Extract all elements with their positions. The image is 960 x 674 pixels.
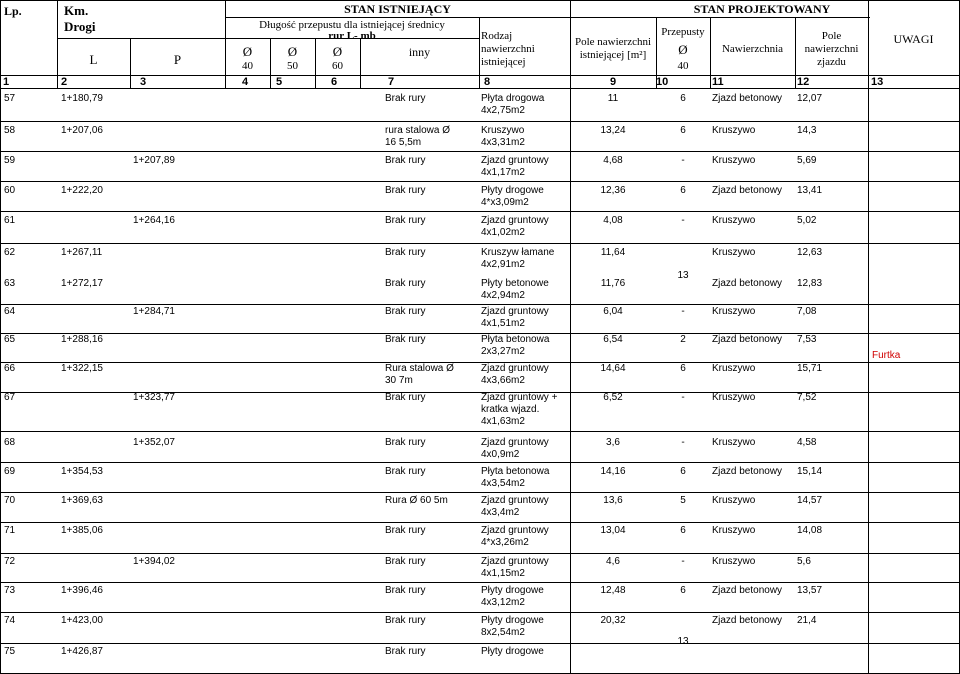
row-przepusty: 6	[680, 125, 686, 136]
colnum-1: 1	[3, 76, 10, 88]
row-przepust-istniejacy: Brak rury	[385, 155, 426, 166]
row-pole-zjazdu: 14,3	[797, 125, 817, 136]
row-przepusty: -	[681, 215, 685, 226]
row-pole-istniejacej: 12,48	[600, 585, 626, 596]
row-rodzaj-nawierzchni-3: 4x1,63m2	[481, 416, 525, 427]
row-przepust-istniejacy: Rura stalowa Ø	[385, 363, 454, 374]
row-pole-zjazdu: 14,08	[797, 525, 823, 536]
row-separator	[0, 522, 960, 523]
row-lp: 62	[4, 247, 16, 258]
row-lp: 72	[4, 556, 16, 567]
body-vline	[868, 88, 869, 673]
colnum-3: 3	[140, 76, 147, 88]
row-pole-istniejacej: 11	[607, 93, 619, 104]
row-nawierzchnia: Kruszywo	[712, 247, 756, 258]
row-km: 1+394,02	[133, 556, 175, 567]
row-separator	[0, 181, 960, 182]
row-przepust-istniejacy: Brak rury	[385, 615, 426, 626]
row-nawierzchnia: Zjazd betonowy	[712, 185, 783, 196]
row-km: 1+288,16	[61, 334, 103, 345]
header-rodzaj: Rodzaj	[481, 30, 513, 42]
colnum-2: 2	[61, 76, 68, 88]
row-lp: 69	[4, 466, 16, 477]
row-lp: 63	[4, 278, 16, 289]
row-lp: 67	[4, 392, 16, 403]
row-rodzaj-nawierzchni-2: 4x1,15m2	[481, 568, 525, 579]
row-przepust-istniejacy: Brak rury	[385, 437, 426, 448]
row-pole-istniejacej: 13,24	[600, 125, 626, 136]
header-dlugosc: Długość przepustu dla istniejącej średnicy	[259, 19, 445, 31]
row-przepusty: -	[681, 437, 685, 448]
row-przepusty: 6	[680, 185, 686, 196]
header-rur-l-mb: rur L- mb	[328, 30, 376, 42]
row-km: 1+369,63	[61, 495, 103, 506]
row-separator	[0, 243, 960, 244]
row-pole-istniejacej: 13,6	[603, 495, 623, 506]
header-d60-sym: Ø	[332, 44, 343, 59]
row-przepust-istniejacy: Brak rury	[385, 247, 426, 258]
header-d60: 60	[332, 60, 343, 72]
row-km: 1+180,79	[61, 93, 103, 104]
row-nawierzchnia: Kruszywo	[712, 155, 756, 166]
row-rodzaj-nawierzchni: Płyty drogowe	[481, 615, 544, 626]
row-pole-istniejacej: 4,08	[603, 215, 623, 226]
row-pole-zjazdu: 15,14	[797, 466, 823, 477]
row-separator	[0, 151, 960, 152]
row-przepusty: 6	[680, 363, 686, 374]
colnum-7: 7	[388, 76, 395, 88]
header-rodzaj-nawierzchni: nawierzchni	[481, 43, 535, 55]
colnum-12: 12	[797, 76, 810, 88]
row-nawierzchnia: Zjazd betonowy	[712, 278, 783, 289]
row-rodzaj-nawierzchni: Płyta drogowa	[481, 93, 545, 104]
row-lp: 73	[4, 585, 16, 596]
row-pole-istniejacej: 4,68	[603, 155, 623, 166]
header-przep-40: 40	[677, 60, 689, 72]
row-przepust-istniejacy-2: 30 7m	[385, 375, 413, 386]
header-stan-projektowany: STAN PROJEKTOWANY	[693, 2, 831, 16]
row-pole-istniejacej: 14,64	[600, 363, 626, 374]
row-rodzaj-nawierzchni-2: 4x3,66m2	[481, 375, 525, 386]
row-km: 1+322,15	[61, 363, 103, 374]
row-lp: 66	[4, 363, 16, 374]
header-inny: inny	[408, 45, 431, 59]
row-nawierzchnia: Zjazd betonowy	[712, 334, 783, 345]
row-przepust-istniejacy: Brak rury	[385, 215, 426, 226]
border-top	[0, 0, 960, 1]
row-km: 1+323,77	[133, 392, 175, 403]
row-rodzaj-nawierzchni: Zjazd gruntowy	[481, 556, 549, 567]
row-rodzaj-nawierzchni-2: 4x3,54m2	[481, 478, 525, 489]
row-pole-istniejacej: 6,54	[603, 334, 623, 345]
row-rodzaj-nawierzchni-2: 4x2,75m2	[481, 105, 525, 116]
header-uwagi: UWAGI	[893, 32, 934, 46]
row-pole-istniejacej: 6,04	[603, 306, 623, 317]
row-nawierzchnia: Kruszywo	[712, 363, 756, 374]
row-przepust-istniejacy: Brak rury	[385, 646, 426, 657]
colnum-8: 8	[484, 76, 491, 88]
row-rodzaj-nawierzchni: Zjazd gruntowy	[481, 525, 549, 536]
row-rodzaj-nawierzchni: Zjazd gruntowy	[481, 155, 549, 166]
header-pole-zj: Pole	[821, 30, 842, 42]
row-pole-zjazdu: 13,41	[797, 185, 823, 196]
row-lp: 59	[4, 155, 16, 166]
header-col-p: P	[173, 52, 182, 67]
header-rodzaj-istniejacej: istniejącej	[481, 56, 526, 68]
row-rodzaj-nawierzchni-2: 4x0,9m2	[481, 449, 520, 460]
row-pole-zjazdu: 15,71	[797, 363, 823, 374]
row-rodzaj-nawierzchni-2: 4*x3,09m2	[481, 197, 529, 208]
row-pole-istniejacej: 6,52	[603, 392, 623, 403]
colnum-10: 10	[656, 76, 669, 88]
row-nawierzchnia: Zjazd betonowy	[712, 93, 783, 104]
row-lp: 70	[4, 495, 16, 506]
row-nawierzchnia: Zjazd betonowy	[712, 466, 783, 477]
header-pole-zj-naw: nawierzchni	[804, 43, 859, 55]
row-pole-istniejacej: 13,04	[600, 525, 626, 536]
row-przepusty: 6	[680, 93, 686, 104]
row-przepusty: -	[681, 556, 685, 567]
row-nawierzchnia: Kruszywo	[712, 125, 756, 136]
row-przepust-istniejacy: Brak rury	[385, 334, 426, 345]
row-rodzaj-nawierzchni-2: 4x2,94m2	[481, 290, 525, 301]
row-km: 1+385,06	[61, 525, 103, 536]
row-nawierzchnia: Kruszywo	[712, 215, 756, 226]
row-km: 1+207,89	[133, 155, 175, 166]
row-rodzaj-nawierzchni: Kruszyw łamane	[481, 247, 555, 258]
row-pole-zjazdu: 13,57	[797, 585, 823, 596]
row-lp: 75	[4, 646, 16, 657]
przep-merged-74-75: 13	[677, 636, 689, 647]
row-pole-zjazdu: 7,52	[797, 392, 817, 403]
row-przepust-istniejacy: Rura Ø 60 5m	[385, 495, 448, 506]
row-lp: 65	[4, 334, 16, 345]
row-pole-zjazdu: 7,53	[797, 334, 817, 345]
row-rodzaj-nawierzchni: Płyty drogowe	[481, 185, 544, 196]
colnum-bottom-line	[0, 88, 960, 89]
colnum-4: 4	[242, 76, 249, 88]
row-rodzaj-nawierzchni: Płyty drogowe	[481, 646, 544, 657]
row-rodzaj-nawierzchni: Płyta betonowa	[481, 334, 550, 345]
header-d40: 40	[242, 60, 253, 72]
row-rodzaj-nawierzchni: Zjazd gruntowy	[481, 363, 549, 374]
row-rodzaj-nawierzchni-2: 4x1,02m2	[481, 227, 525, 238]
row-pole-zjazdu: 14,57	[797, 495, 823, 506]
row-km: 1+267,11	[61, 247, 103, 258]
row-rodzaj-nawierzchni-2: kratka wjazd.	[481, 404, 540, 415]
row-przepusty: 6	[680, 585, 686, 596]
row-pole-istniejacej: 20,32	[600, 615, 626, 626]
row-pole-zjazdu: 5,6	[797, 556, 811, 567]
colnum-6: 6	[331, 76, 338, 88]
row-nawierzchnia: Zjazd betonowy	[712, 615, 783, 626]
row-pole-istniejacej: 11,76	[600, 278, 626, 289]
row-przepust-istniejacy: rura stalowa Ø	[385, 125, 451, 136]
colnum-11: 11	[712, 76, 724, 88]
row-nawierzchnia: Kruszywo	[712, 306, 756, 317]
row-pole-zjazdu: 12,83	[797, 278, 823, 289]
row-przepust-istniejacy: Brak rury	[385, 585, 426, 596]
row-rodzaj-nawierzchni: Zjazd gruntowy	[481, 495, 549, 506]
row-rodzaj-nawierzchni: Zjazd gruntowy	[481, 215, 549, 226]
header-lp: Lp.	[4, 4, 22, 18]
row-pole-zjazdu: 21,4	[797, 615, 817, 626]
row-rodzaj-nawierzchni-2: 4x2,91m2	[481, 259, 525, 270]
row-pole-zjazdu: 12,07	[797, 93, 823, 104]
row-nawierzchnia: Kruszywo	[712, 525, 756, 536]
row-pole-zjazdu: 5,69	[797, 155, 817, 166]
row-pole-istniejacej: 3,6	[606, 437, 620, 448]
row-rodzaj-nawierzchni: Płyta betonowa	[481, 466, 550, 477]
row-rodzaj-nawierzchni: Zjazd gruntowy	[481, 437, 549, 448]
row-separator	[0, 431, 960, 432]
colnum-9: 9	[610, 76, 617, 88]
header-stan-istniejacy: STAN ISTNIEJĄCY	[344, 2, 451, 16]
row-przepusty: -	[681, 155, 685, 166]
row-km: 1+423,00	[61, 615, 103, 626]
row-pole-zjazdu: 4,58	[797, 437, 817, 448]
header-d50-sym: Ø	[287, 44, 298, 59]
row-lp: 68	[4, 437, 16, 448]
row-separator	[0, 304, 960, 305]
row-nawierzchnia: Kruszywo	[712, 495, 756, 506]
row-km: 1+284,71	[133, 306, 175, 317]
row-rodzaj-nawierzchni: Zjazd gruntowy +	[481, 392, 558, 403]
row-km: 1+396,46	[61, 585, 103, 596]
header-nawierzchnia: Nawierzchnia	[721, 43, 784, 55]
colnum-13: 13	[871, 76, 884, 88]
row-km: 1+272,17	[61, 278, 103, 289]
row-rodzaj-nawierzchni-2: 4x3,12m2	[481, 597, 525, 608]
row-nawierzchnia: Kruszywo	[712, 437, 756, 448]
row-km: 1+222,20	[61, 185, 103, 196]
row-separator	[0, 121, 960, 122]
row-rodzaj-nawierzchni-2: 4x1,51m2	[481, 318, 525, 329]
header-pole-ist: Pole nawierzchni	[574, 36, 652, 48]
border-left	[0, 0, 1, 674]
row-pole-zjazdu: 7,08	[797, 306, 817, 317]
row-lp: 57	[4, 93, 16, 104]
row-przepust-istniejacy: Brak rury	[385, 278, 426, 289]
header-drogi: Drogi	[64, 19, 96, 34]
row-pole-zjazdu: 5,02	[797, 215, 817, 226]
row-przepusty: 6	[680, 525, 686, 536]
row-separator	[0, 612, 960, 613]
row-rodzaj-nawierzchni-2: 4x1,17m2	[481, 167, 525, 178]
row-przepust-istniejacy: Brak rury	[385, 306, 426, 317]
hdr-hline	[57, 38, 225, 39]
row-nawierzchnia: Kruszywo	[712, 556, 756, 567]
row-km: 1+426,87	[61, 646, 103, 657]
row-separator	[0, 643, 960, 644]
row-przepusty: 2	[680, 334, 686, 345]
row-rodzaj-nawierzchni: Zjazd gruntowy	[481, 306, 549, 317]
row-separator	[0, 462, 960, 463]
row-separator	[0, 492, 960, 493]
row-przepust-istniejacy: Brak rury	[385, 93, 426, 104]
row-rodzaj-nawierzchni-2: 4*x3,26m2	[481, 537, 529, 548]
row-km: 1+207,06	[61, 125, 103, 136]
hdr-hline	[225, 17, 870, 18]
header-col-l: L	[89, 52, 98, 67]
hdr-vline	[57, 0, 58, 88]
row-separator	[0, 211, 960, 212]
header-km: Km.	[64, 3, 89, 18]
row-przepust-istniejacy: Brak rury	[385, 466, 426, 477]
row-rodzaj-nawierzchni-2: 4x3,4m2	[481, 507, 520, 518]
row-rodzaj-nawierzchni: Płyty betonowe	[481, 278, 549, 289]
header-przep-sym: Ø	[678, 42, 688, 57]
row-przepust-istniejacy: Brak rury	[385, 185, 426, 196]
row-rodzaj-nawierzchni: Płyty drogowe	[481, 585, 544, 596]
przep-merged-62-63: 13	[677, 270, 689, 281]
row-pole-istniejacej: 4,6	[606, 556, 620, 567]
header-pole-zj-zjazdu: zjazdu	[817, 56, 846, 68]
row-przepust-istniejacy: Brak rury	[385, 525, 426, 536]
row-rodzaj-nawierzchni-2: 2x3,27m2	[481, 346, 525, 357]
row-pole-istniejacej: 12,36	[600, 185, 626, 196]
row-lp: 61	[4, 215, 16, 226]
row-km: 1+354,53	[61, 466, 103, 477]
row-nawierzchnia: Kruszywo	[712, 392, 756, 403]
row-przepusty: -	[681, 306, 685, 317]
row-nawierzchnia: Zjazd betonowy	[712, 585, 783, 596]
row-separator	[0, 553, 960, 554]
colnum-5: 5	[276, 76, 283, 88]
row-lp: 58	[4, 125, 16, 136]
row-rodzaj-nawierzchni-2: 4x3,31m2	[481, 137, 525, 148]
row-lp: 71	[4, 525, 16, 536]
row-pole-istniejacej: 14,16	[600, 466, 626, 477]
header-d40-sym: Ø	[242, 44, 253, 59]
row-km: 1+352,07	[133, 437, 175, 448]
row-rodzaj-nawierzchni: Kruszywo	[481, 125, 525, 136]
row-lp: 74	[4, 615, 16, 626]
row-lp: 60	[4, 185, 16, 196]
uwagi-note: Furtka	[872, 350, 901, 361]
row-rodzaj-nawierzchni-2: 8x2,54m2	[481, 627, 525, 638]
row-pole-istniejacej: 11,64	[600, 247, 626, 258]
row-przepusty: 6	[680, 466, 686, 477]
row-przepusty: 5	[680, 495, 686, 506]
row-przepust-istniejacy: Brak rury	[385, 556, 426, 567]
row-pole-zjazdu: 12,63	[797, 247, 823, 258]
row-km: 1+264,16	[133, 215, 175, 226]
header-przepusty: Przepusty	[661, 26, 705, 38]
row-przepust-istniejacy-2: 16 5,5m	[385, 137, 422, 148]
row-przepusty: -	[681, 392, 685, 403]
row-separator	[0, 582, 960, 583]
header-d50: 50	[287, 60, 298, 72]
row-przepust-istniejacy: Brak rury	[385, 392, 426, 403]
row-lp: 64	[4, 306, 16, 317]
header-pole-ist-unit: istniejącej [m²]	[579, 49, 647, 61]
